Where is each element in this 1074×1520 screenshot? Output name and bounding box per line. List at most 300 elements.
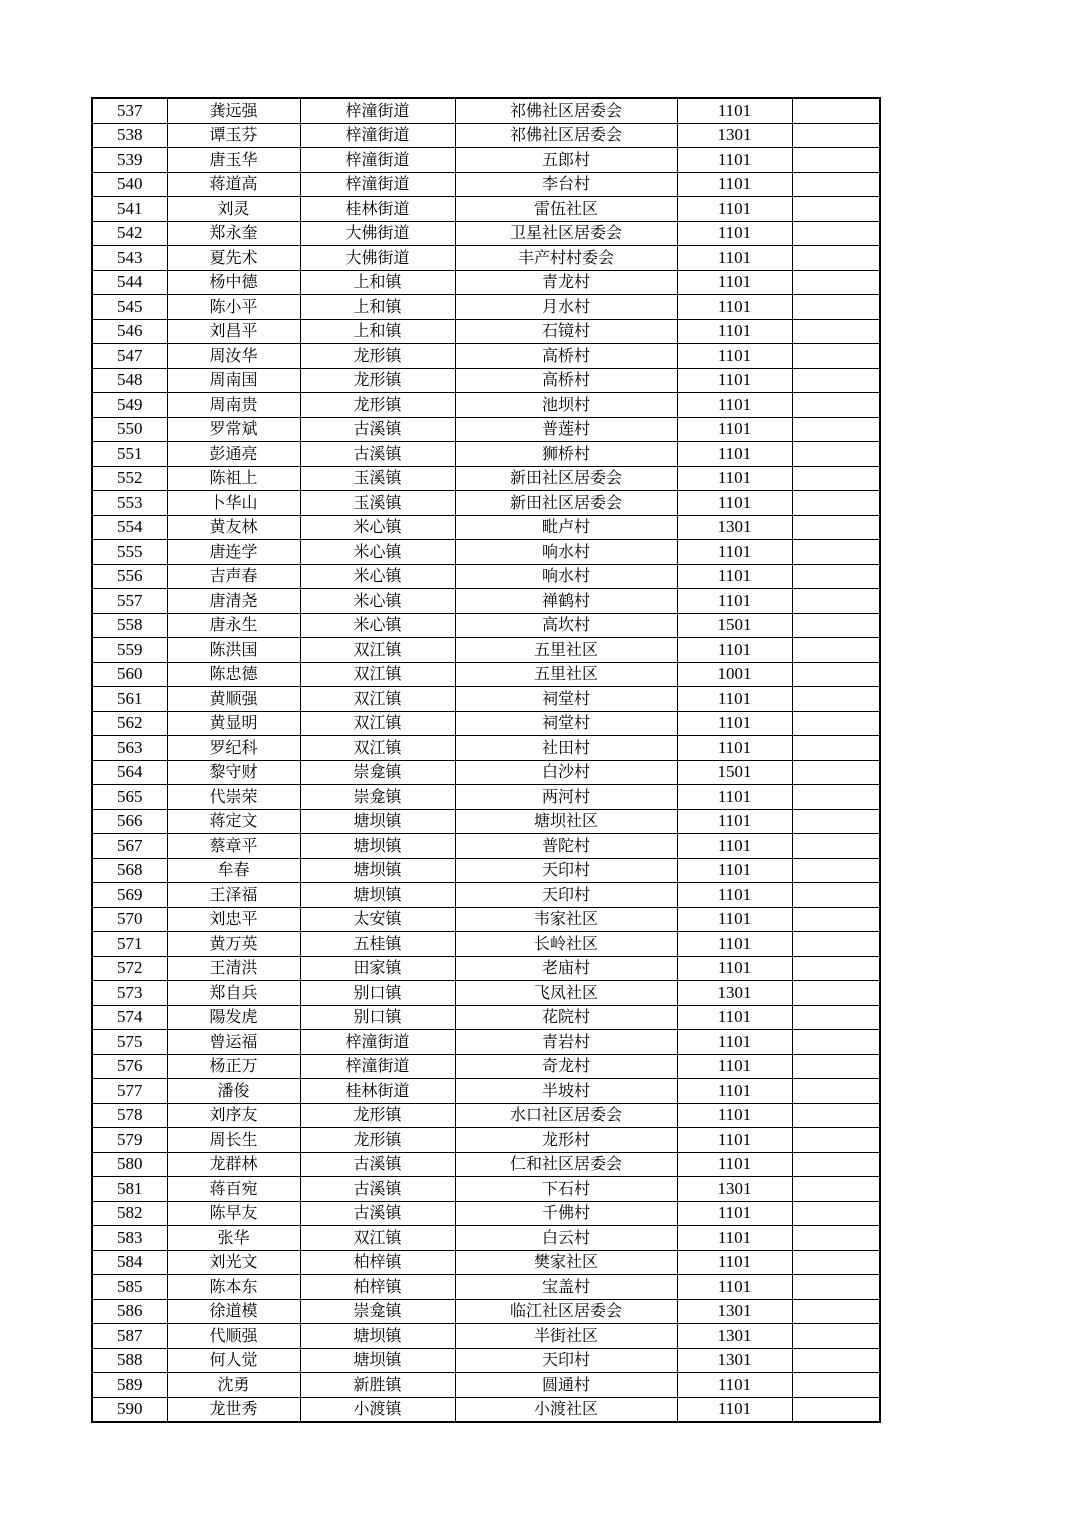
code-cell: 1101 xyxy=(677,932,792,957)
name-cell: 刘序友 xyxy=(167,1103,300,1128)
row-number-cell: 542 xyxy=(92,221,167,246)
subdistrict-cell: 古溪镇 xyxy=(300,1201,455,1226)
subdistrict-cell: 双江镇 xyxy=(300,687,455,712)
remark-cell xyxy=(792,1152,880,1177)
table-row xyxy=(92,270,880,295)
subdistrict-cell: 梓潼街道 xyxy=(300,1030,455,1055)
community-cell: 青龙村 xyxy=(455,270,677,295)
remark-cell xyxy=(792,1275,880,1300)
remark-cell xyxy=(792,270,880,295)
table-row xyxy=(92,1128,880,1153)
community-cell: 李台村 xyxy=(455,172,677,197)
remark-cell xyxy=(792,197,880,222)
code-cell: 1101 xyxy=(677,319,792,344)
row-number-cell: 581 xyxy=(92,1177,167,1202)
community-cell: 石镜村 xyxy=(455,319,677,344)
remark-cell xyxy=(792,1103,880,1128)
remark-cell xyxy=(792,1030,880,1055)
subdistrict-cell: 双江镇 xyxy=(300,662,455,687)
community-cell: 普莲村 xyxy=(455,417,677,442)
roster-table xyxy=(91,97,881,1423)
code-cell: 1101 xyxy=(677,197,792,222)
community-cell: 普陀村 xyxy=(455,834,677,859)
remark-cell xyxy=(792,956,880,981)
name-cell: 徐道模 xyxy=(167,1299,300,1324)
remark-cell xyxy=(792,295,880,320)
code-cell: 1101 xyxy=(677,785,792,810)
subdistrict-cell: 塘坝镇 xyxy=(300,1324,455,1349)
code-cell: 1101 xyxy=(677,1226,792,1251)
remark-cell xyxy=(792,1250,880,1275)
community-cell: 樊家社区 xyxy=(455,1250,677,1275)
code-cell: 1101 xyxy=(677,1054,792,1079)
code-cell: 1101 xyxy=(677,270,792,295)
code-cell: 1101 xyxy=(677,736,792,761)
table-row xyxy=(92,1397,880,1422)
name-cell: 王清洪 xyxy=(167,956,300,981)
code-cell: 1101 xyxy=(677,1128,792,1153)
table-row xyxy=(92,907,880,932)
community-cell: 花院村 xyxy=(455,1005,677,1030)
row-number-cell: 562 xyxy=(92,711,167,736)
community-cell: 两河村 xyxy=(455,785,677,810)
subdistrict-cell: 太安镇 xyxy=(300,907,455,932)
remark-cell xyxy=(792,564,880,589)
community-cell: 长岭社区 xyxy=(455,932,677,957)
name-cell: 唐永生 xyxy=(167,613,300,638)
subdistrict-cell: 桂林街道 xyxy=(300,1079,455,1104)
table-row xyxy=(92,1079,880,1104)
table-row xyxy=(92,1373,880,1398)
name-cell: 卜华山 xyxy=(167,491,300,516)
subdistrict-cell: 梓潼街道 xyxy=(300,148,455,173)
name-cell: 代顺强 xyxy=(167,1324,300,1349)
remark-cell xyxy=(792,1079,880,1104)
subdistrict-cell: 梓潼街道 xyxy=(300,172,455,197)
row-number-cell: 585 xyxy=(92,1275,167,1300)
code-cell: 1101 xyxy=(677,638,792,663)
name-cell: 代崇荣 xyxy=(167,785,300,810)
remark-cell xyxy=(792,123,880,148)
community-cell: 韦家社区 xyxy=(455,907,677,932)
table-row xyxy=(92,540,880,565)
name-cell: 罗纪科 xyxy=(167,736,300,761)
name-cell: 郑永奎 xyxy=(167,221,300,246)
community-cell: 禅鹤村 xyxy=(455,589,677,614)
name-cell: 吉声春 xyxy=(167,564,300,589)
subdistrict-cell: 古溪镇 xyxy=(300,442,455,467)
table-row xyxy=(92,687,880,712)
row-number-cell: 553 xyxy=(92,491,167,516)
subdistrict-cell: 双江镇 xyxy=(300,711,455,736)
table-row xyxy=(92,662,880,687)
remark-cell xyxy=(792,1299,880,1324)
code-cell: 1001 xyxy=(677,662,792,687)
name-cell: 何人觉 xyxy=(167,1348,300,1373)
table-row xyxy=(92,834,880,859)
remark-cell xyxy=(792,613,880,638)
community-cell: 五里社区 xyxy=(455,662,677,687)
code-cell: 1101 xyxy=(677,1201,792,1226)
community-cell: 下石村 xyxy=(455,1177,677,1202)
table-row xyxy=(92,1103,880,1128)
community-cell: 千佛村 xyxy=(455,1201,677,1226)
row-number-cell: 540 xyxy=(92,172,167,197)
code-cell: 1301 xyxy=(677,123,792,148)
code-cell: 1101 xyxy=(677,1152,792,1177)
subdistrict-cell: 龙形镇 xyxy=(300,344,455,369)
community-cell: 白沙村 xyxy=(455,760,677,785)
code-cell: 1101 xyxy=(677,221,792,246)
code-cell: 1101 xyxy=(677,1373,792,1398)
remark-cell xyxy=(792,981,880,1006)
code-cell: 1101 xyxy=(677,172,792,197)
name-cell: 周长生 xyxy=(167,1128,300,1153)
table-row xyxy=(92,883,880,908)
row-number-cell: 589 xyxy=(92,1373,167,1398)
name-cell: 陈忠德 xyxy=(167,662,300,687)
remark-cell xyxy=(792,98,880,123)
subdistrict-cell: 玉溪镇 xyxy=(300,466,455,491)
remark-cell xyxy=(792,393,880,418)
community-cell: 老庙村 xyxy=(455,956,677,981)
name-cell: 潘俊 xyxy=(167,1079,300,1104)
community-cell: 新田社区居委会 xyxy=(455,466,677,491)
remark-cell xyxy=(792,466,880,491)
community-cell: 临江社区居委会 xyxy=(455,1299,677,1324)
remark-cell xyxy=(792,883,880,908)
remark-cell xyxy=(792,589,880,614)
subdistrict-cell: 米心镇 xyxy=(300,540,455,565)
community-cell: 高桥村 xyxy=(455,368,677,393)
row-number-cell: 576 xyxy=(92,1054,167,1079)
subdistrict-cell: 米心镇 xyxy=(300,564,455,589)
remark-cell xyxy=(792,1005,880,1030)
row-number-cell: 554 xyxy=(92,515,167,540)
row-number-cell: 559 xyxy=(92,638,167,663)
community-cell: 天印村 xyxy=(455,883,677,908)
row-number-cell: 546 xyxy=(92,319,167,344)
table-row xyxy=(92,417,880,442)
code-cell: 1301 xyxy=(677,981,792,1006)
community-cell: 圆通村 xyxy=(455,1373,677,1398)
name-cell: 刘昌平 xyxy=(167,319,300,344)
subdistrict-cell: 古溪镇 xyxy=(300,1152,455,1177)
subdistrict-cell: 崇龛镇 xyxy=(300,785,455,810)
community-cell: 祁佛社区居委会 xyxy=(455,98,677,123)
name-cell: 罗常斌 xyxy=(167,417,300,442)
table-row xyxy=(92,295,880,320)
subdistrict-cell: 上和镇 xyxy=(300,295,455,320)
code-cell: 1101 xyxy=(677,1275,792,1300)
remark-cell xyxy=(792,638,880,663)
name-cell: 陽发虎 xyxy=(167,1005,300,1030)
subdistrict-cell: 桂林街道 xyxy=(300,197,455,222)
code-cell: 1101 xyxy=(677,368,792,393)
row-number-cell: 584 xyxy=(92,1250,167,1275)
remark-cell xyxy=(792,368,880,393)
name-cell: 陈祖上 xyxy=(167,466,300,491)
table-row xyxy=(92,172,880,197)
table-row xyxy=(92,1152,880,1177)
table-row xyxy=(92,246,880,271)
community-cell: 五里社区 xyxy=(455,638,677,663)
table-row xyxy=(92,515,880,540)
code-cell: 1101 xyxy=(677,589,792,614)
row-number-cell: 558 xyxy=(92,613,167,638)
subdistrict-cell: 柏梓镇 xyxy=(300,1250,455,1275)
remark-cell xyxy=(792,1226,880,1251)
remark-cell xyxy=(792,344,880,369)
roster-table-body xyxy=(92,98,880,1422)
name-cell: 唐玉华 xyxy=(167,148,300,173)
table-row xyxy=(92,809,880,834)
table-row xyxy=(92,197,880,222)
community-cell: 池坝村 xyxy=(455,393,677,418)
subdistrict-cell: 龙形镇 xyxy=(300,393,455,418)
community-cell: 祠堂村 xyxy=(455,711,677,736)
subdistrict-cell: 塘坝镇 xyxy=(300,809,455,834)
code-cell: 1101 xyxy=(677,295,792,320)
community-cell: 半街社区 xyxy=(455,1324,677,1349)
code-cell: 1301 xyxy=(677,1348,792,1373)
table-row xyxy=(92,442,880,467)
table-row xyxy=(92,932,880,957)
table-row xyxy=(92,466,880,491)
community-cell: 天印村 xyxy=(455,858,677,883)
row-number-cell: 541 xyxy=(92,197,167,222)
row-number-cell: 570 xyxy=(92,907,167,932)
name-cell: 周汝华 xyxy=(167,344,300,369)
code-cell: 1101 xyxy=(677,809,792,834)
code-cell: 1101 xyxy=(677,442,792,467)
table-row xyxy=(92,98,880,123)
code-cell: 1101 xyxy=(677,858,792,883)
subdistrict-cell: 新胜镇 xyxy=(300,1373,455,1398)
subdistrict-cell: 梓潼街道 xyxy=(300,1054,455,1079)
subdistrict-cell: 上和镇 xyxy=(300,319,455,344)
name-cell: 刘忠平 xyxy=(167,907,300,932)
row-number-cell: 583 xyxy=(92,1226,167,1251)
table-row xyxy=(92,1348,880,1373)
table-row xyxy=(92,711,880,736)
community-cell: 五郎村 xyxy=(455,148,677,173)
row-number-cell: 557 xyxy=(92,589,167,614)
remark-cell xyxy=(792,1128,880,1153)
subdistrict-cell: 塘坝镇 xyxy=(300,883,455,908)
table-row xyxy=(92,221,880,246)
code-cell: 1101 xyxy=(677,883,792,908)
table-row xyxy=(92,760,880,785)
remark-cell xyxy=(792,221,880,246)
remark-cell xyxy=(792,1054,880,1079)
row-number-cell: 548 xyxy=(92,368,167,393)
row-number-cell: 556 xyxy=(92,564,167,589)
table-row xyxy=(92,1250,880,1275)
subdistrict-cell: 塘坝镇 xyxy=(300,858,455,883)
code-cell: 1101 xyxy=(677,1005,792,1030)
subdistrict-cell: 双江镇 xyxy=(300,1226,455,1251)
code-cell: 1101 xyxy=(677,1397,792,1422)
community-cell: 卫星社区居委会 xyxy=(455,221,677,246)
table-row xyxy=(92,858,880,883)
table-row xyxy=(92,1299,880,1324)
subdistrict-cell: 大佛街道 xyxy=(300,221,455,246)
name-cell: 唐清尧 xyxy=(167,589,300,614)
row-number-cell: 590 xyxy=(92,1397,167,1422)
name-cell: 黄顺强 xyxy=(167,687,300,712)
row-number-cell: 564 xyxy=(92,760,167,785)
name-cell: 唐连学 xyxy=(167,540,300,565)
table-row xyxy=(92,319,880,344)
table-row xyxy=(92,564,880,589)
code-cell: 1101 xyxy=(677,1079,792,1104)
table-row xyxy=(92,1030,880,1055)
community-cell: 毗卢村 xyxy=(455,515,677,540)
subdistrict-cell: 梓潼街道 xyxy=(300,123,455,148)
code-cell: 1101 xyxy=(677,956,792,981)
code-cell: 1101 xyxy=(677,1103,792,1128)
name-cell: 龚远强 xyxy=(167,98,300,123)
community-cell: 水口社区居委会 xyxy=(455,1103,677,1128)
subdistrict-cell: 小渡镇 xyxy=(300,1397,455,1422)
subdistrict-cell: 米心镇 xyxy=(300,515,455,540)
table-row xyxy=(92,491,880,516)
remark-cell xyxy=(792,491,880,516)
subdistrict-cell: 米心镇 xyxy=(300,613,455,638)
name-cell: 蒋道高 xyxy=(167,172,300,197)
table-row xyxy=(92,785,880,810)
remark-cell xyxy=(792,540,880,565)
remark-cell xyxy=(792,834,880,859)
row-number-cell: 563 xyxy=(92,736,167,761)
table-row xyxy=(92,148,880,173)
table-row xyxy=(92,393,880,418)
subdistrict-cell: 塘坝镇 xyxy=(300,1348,455,1373)
code-cell: 1101 xyxy=(677,1030,792,1055)
row-number-cell: 587 xyxy=(92,1324,167,1349)
community-cell: 月水村 xyxy=(455,295,677,320)
subdistrict-cell: 玉溪镇 xyxy=(300,491,455,516)
remark-cell xyxy=(792,1201,880,1226)
subdistrict-cell: 双江镇 xyxy=(300,736,455,761)
code-cell: 1501 xyxy=(677,760,792,785)
code-cell: 1101 xyxy=(677,687,792,712)
row-number-cell: 547 xyxy=(92,344,167,369)
community-cell: 宝盖村 xyxy=(455,1275,677,1300)
community-cell: 白云村 xyxy=(455,1226,677,1251)
remark-cell xyxy=(792,148,880,173)
remark-cell xyxy=(792,417,880,442)
remark-cell xyxy=(792,1324,880,1349)
community-cell: 天印村 xyxy=(455,1348,677,1373)
code-cell: 1101 xyxy=(677,564,792,589)
subdistrict-cell: 梓潼街道 xyxy=(300,98,455,123)
remark-cell xyxy=(792,1177,880,1202)
name-cell: 蒋定文 xyxy=(167,809,300,834)
subdistrict-cell: 古溪镇 xyxy=(300,417,455,442)
name-cell: 蔡章平 xyxy=(167,834,300,859)
remark-cell xyxy=(792,736,880,761)
name-cell: 曾运福 xyxy=(167,1030,300,1055)
row-number-cell: 538 xyxy=(92,123,167,148)
name-cell: 龙世秀 xyxy=(167,1397,300,1422)
name-cell: 刘灵 xyxy=(167,197,300,222)
row-number-cell: 571 xyxy=(92,932,167,957)
remark-cell xyxy=(792,172,880,197)
remark-cell xyxy=(792,932,880,957)
remark-cell xyxy=(792,319,880,344)
community-cell: 塘坝社区 xyxy=(455,809,677,834)
remark-cell xyxy=(792,858,880,883)
table-row xyxy=(92,123,880,148)
row-number-cell: 561 xyxy=(92,687,167,712)
remark-cell xyxy=(792,1397,880,1422)
community-cell: 狮桥村 xyxy=(455,442,677,467)
row-number-cell: 537 xyxy=(92,98,167,123)
code-cell: 1101 xyxy=(677,907,792,932)
community-cell: 仁和社区居委会 xyxy=(455,1152,677,1177)
code-cell: 1101 xyxy=(677,344,792,369)
table-row xyxy=(92,736,880,761)
community-cell: 半坡村 xyxy=(455,1079,677,1104)
table-row xyxy=(92,589,880,614)
table-row xyxy=(92,1054,880,1079)
subdistrict-cell: 别口镇 xyxy=(300,981,455,1006)
subdistrict-cell: 柏梓镇 xyxy=(300,1275,455,1300)
code-cell: 1101 xyxy=(677,540,792,565)
community-cell: 龙形村 xyxy=(455,1128,677,1153)
name-cell: 陈本东 xyxy=(167,1275,300,1300)
table-row xyxy=(92,1201,880,1226)
name-cell: 刘光文 xyxy=(167,1250,300,1275)
row-number-cell: 582 xyxy=(92,1201,167,1226)
name-cell: 周南贵 xyxy=(167,393,300,418)
name-cell: 龙群林 xyxy=(167,1152,300,1177)
table-row xyxy=(92,1324,880,1349)
name-cell: 杨中德 xyxy=(167,270,300,295)
community-cell: 小渡社区 xyxy=(455,1397,677,1422)
code-cell: 1301 xyxy=(677,1299,792,1324)
name-cell: 陈洪国 xyxy=(167,638,300,663)
community-cell: 青岩村 xyxy=(455,1030,677,1055)
name-cell: 黎守财 xyxy=(167,760,300,785)
community-cell: 飞凤社区 xyxy=(455,981,677,1006)
name-cell: 张华 xyxy=(167,1226,300,1251)
remark-cell xyxy=(792,785,880,810)
community-cell: 社田村 xyxy=(455,736,677,761)
row-number-cell: 566 xyxy=(92,809,167,834)
subdistrict-cell: 别口镇 xyxy=(300,1005,455,1030)
remark-cell xyxy=(792,809,880,834)
row-number-cell: 555 xyxy=(92,540,167,565)
row-number-cell: 573 xyxy=(92,981,167,1006)
code-cell: 1101 xyxy=(677,246,792,271)
code-cell: 1101 xyxy=(677,1250,792,1275)
community-cell: 丰产村村委会 xyxy=(455,246,677,271)
remark-cell xyxy=(792,1373,880,1398)
code-cell: 1301 xyxy=(677,515,792,540)
remark-cell xyxy=(792,907,880,932)
name-cell: 谭玉芬 xyxy=(167,123,300,148)
table-row xyxy=(92,344,880,369)
community-cell: 高坎村 xyxy=(455,613,677,638)
row-number-cell: 545 xyxy=(92,295,167,320)
row-number-cell: 549 xyxy=(92,393,167,418)
subdistrict-cell: 龙形镇 xyxy=(300,1103,455,1128)
remark-cell xyxy=(792,515,880,540)
code-cell: 1101 xyxy=(677,491,792,516)
